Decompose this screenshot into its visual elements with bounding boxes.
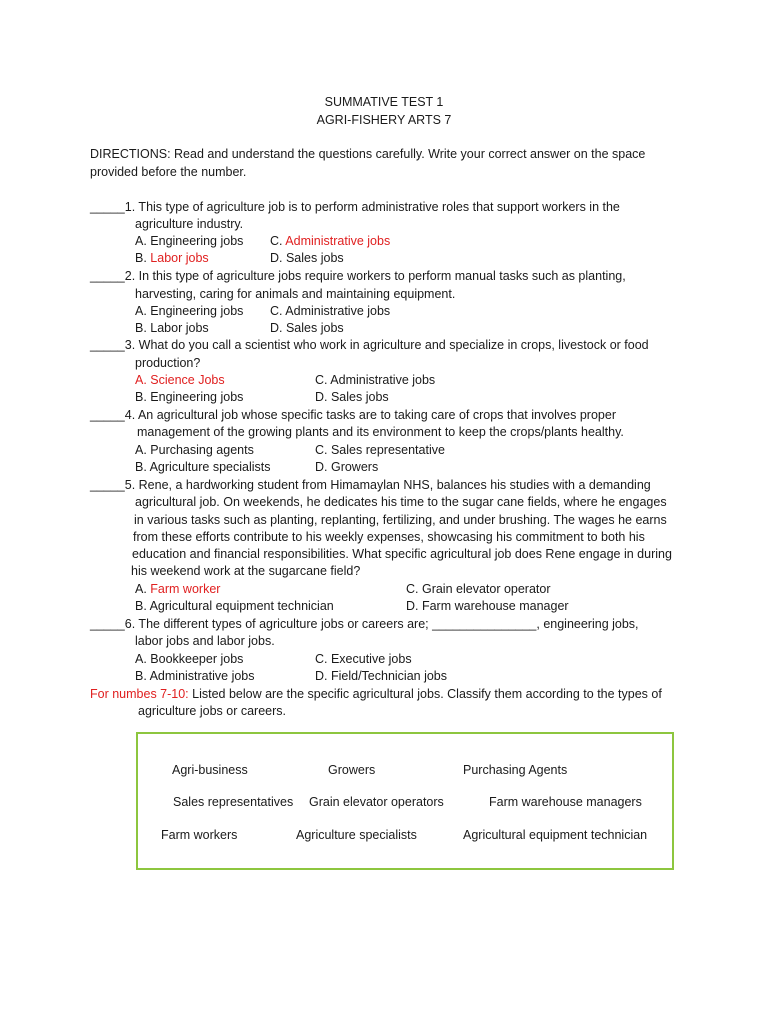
q4-option-b: B. Agriculture specialists (135, 460, 271, 474)
q1-option-a: A. Engineering jobs (135, 234, 244, 248)
question-2-text-cont: harvesting, caring for animals and maintaining equipment. (135, 287, 456, 301)
q3-option-d: D. Sales jobs (315, 390, 389, 404)
job-item: Farm workers (161, 828, 238, 842)
q1-answer-highlight: Administrative jobs (285, 234, 391, 248)
question-4-text: _____4. An agricultural job whose specific tasks are to taking care of crops that involves proper (90, 408, 616, 422)
q5-option-d: D. Farm warehouse manager (406, 599, 569, 613)
q2-option-d: D. Sales jobs (270, 321, 344, 335)
q6-option-a: A. Bookkeeper jobs (135, 652, 244, 666)
q3-option-c: C. Administrative jobs (315, 373, 436, 387)
q5-option-c: C. Grain elevator operator (406, 582, 551, 596)
q4-option-d: D. Growers (315, 460, 379, 474)
question-2-text: _____2. In this type of agriculture jobs require workers to perform manual tasks such as planting, (90, 269, 626, 283)
question-1-text: _____1. This type of agriculture job is to perform administrative roles that support workers in the (90, 200, 620, 214)
job-item: Growers (328, 763, 376, 777)
q3-option-b: B. Engineering jobs (135, 390, 244, 404)
q1-answer-highlight-b: Labor jobs (150, 251, 209, 265)
question-5-text-cont-5: his weekend work at the sugarcane field? (131, 564, 361, 578)
job-item: Sales representatives (173, 795, 294, 809)
job-item: Agri-business (172, 763, 248, 777)
q4-option-c: C. Sales representative (315, 443, 445, 457)
q1-option-d: D. Sales jobs (270, 251, 344, 265)
q5-option-b: B. Agricultural equipment technician (135, 599, 334, 613)
q4-option-a: A. Purchasing agents (135, 443, 254, 457)
question-5-text-cont-2: in various tasks such as planting, replanting, fertilizing, and under brushing. The wages he earns (134, 513, 667, 527)
q5-answer-highlight: Farm worker (150, 582, 221, 596)
section-instructions-cont: agriculture jobs or careers. (138, 704, 286, 718)
q2-option-b: B. Labor jobs (135, 321, 209, 335)
job-item: Agriculture specialists (296, 828, 417, 842)
q6-option-d: D. Field/Technician jobs (315, 669, 448, 683)
question-6-text: _____6. The different types of agriculture jobs or careers are; _______________, engineering jobs, (90, 617, 639, 631)
q2-option-a: A. Engineering jobs (135, 304, 244, 318)
question-5-text-cont-4: education and financial responsibilities. What specific agricultural job does Rene engage in during (132, 547, 672, 561)
directions-line-2: provided before the number. (90, 165, 247, 179)
q2-option-c: C. Administrative jobs (270, 304, 391, 318)
question-5-text: _____5. Rene, a hardworking student from Himamaylan NHS, balances his studies with a demanding (90, 478, 651, 492)
job-item: Farm warehouse managers (489, 795, 642, 809)
question-1-text-cont: agriculture industry. (135, 217, 244, 231)
question-3-text-cont: production? (135, 356, 201, 370)
directions-line-1: DIRECTIONS: Read and understand the questions carefully. Write your correct answer on the space (90, 147, 646, 161)
test-title: SUMMATIVE TEST 1 (324, 95, 444, 109)
section-label: For numbes 7-10: (90, 687, 189, 701)
question-5-text-cont-3: from these efforts contribute to his weekly expenses, showcasing his commitment to both his (133, 530, 645, 544)
q3-option-a: A. Science Jobs (135, 373, 225, 387)
q1-option-c: C. Administrative jobs (270, 234, 391, 248)
subject-title: AGRI-FISHERY ARTS 7 (316, 113, 452, 127)
q6-option-b: B. Administrative jobs (135, 669, 255, 683)
job-item: Grain elevator operators (309, 795, 444, 809)
section-instructions: For numbes 7-10: Listed below are the specific agricultural jobs. Classify them according to the types of (90, 687, 662, 701)
question-3-text: _____3. What do you call a scientist who work in agriculture and specialize in crops, livestock or food (90, 338, 649, 352)
question-4-text-cont: management of the growing plants and its environment to keep the crops/plants healthy. (137, 425, 624, 439)
q6-option-c: C. Executive jobs (315, 652, 412, 666)
question-6-text-cont: labor jobs and labor jobs. (135, 634, 275, 648)
job-list-box (136, 732, 674, 870)
job-item: Agricultural equipment technician (463, 828, 648, 842)
q1-option-b: B. Labor jobs (135, 251, 209, 265)
question-5-text-cont-1: agricultural job. On weekends, he dedicates his time to the sugar cane fields, where he engages (135, 495, 667, 509)
q5-option-a: A. Farm worker (135, 582, 221, 596)
job-item: Purchasing Agents (463, 763, 568, 777)
